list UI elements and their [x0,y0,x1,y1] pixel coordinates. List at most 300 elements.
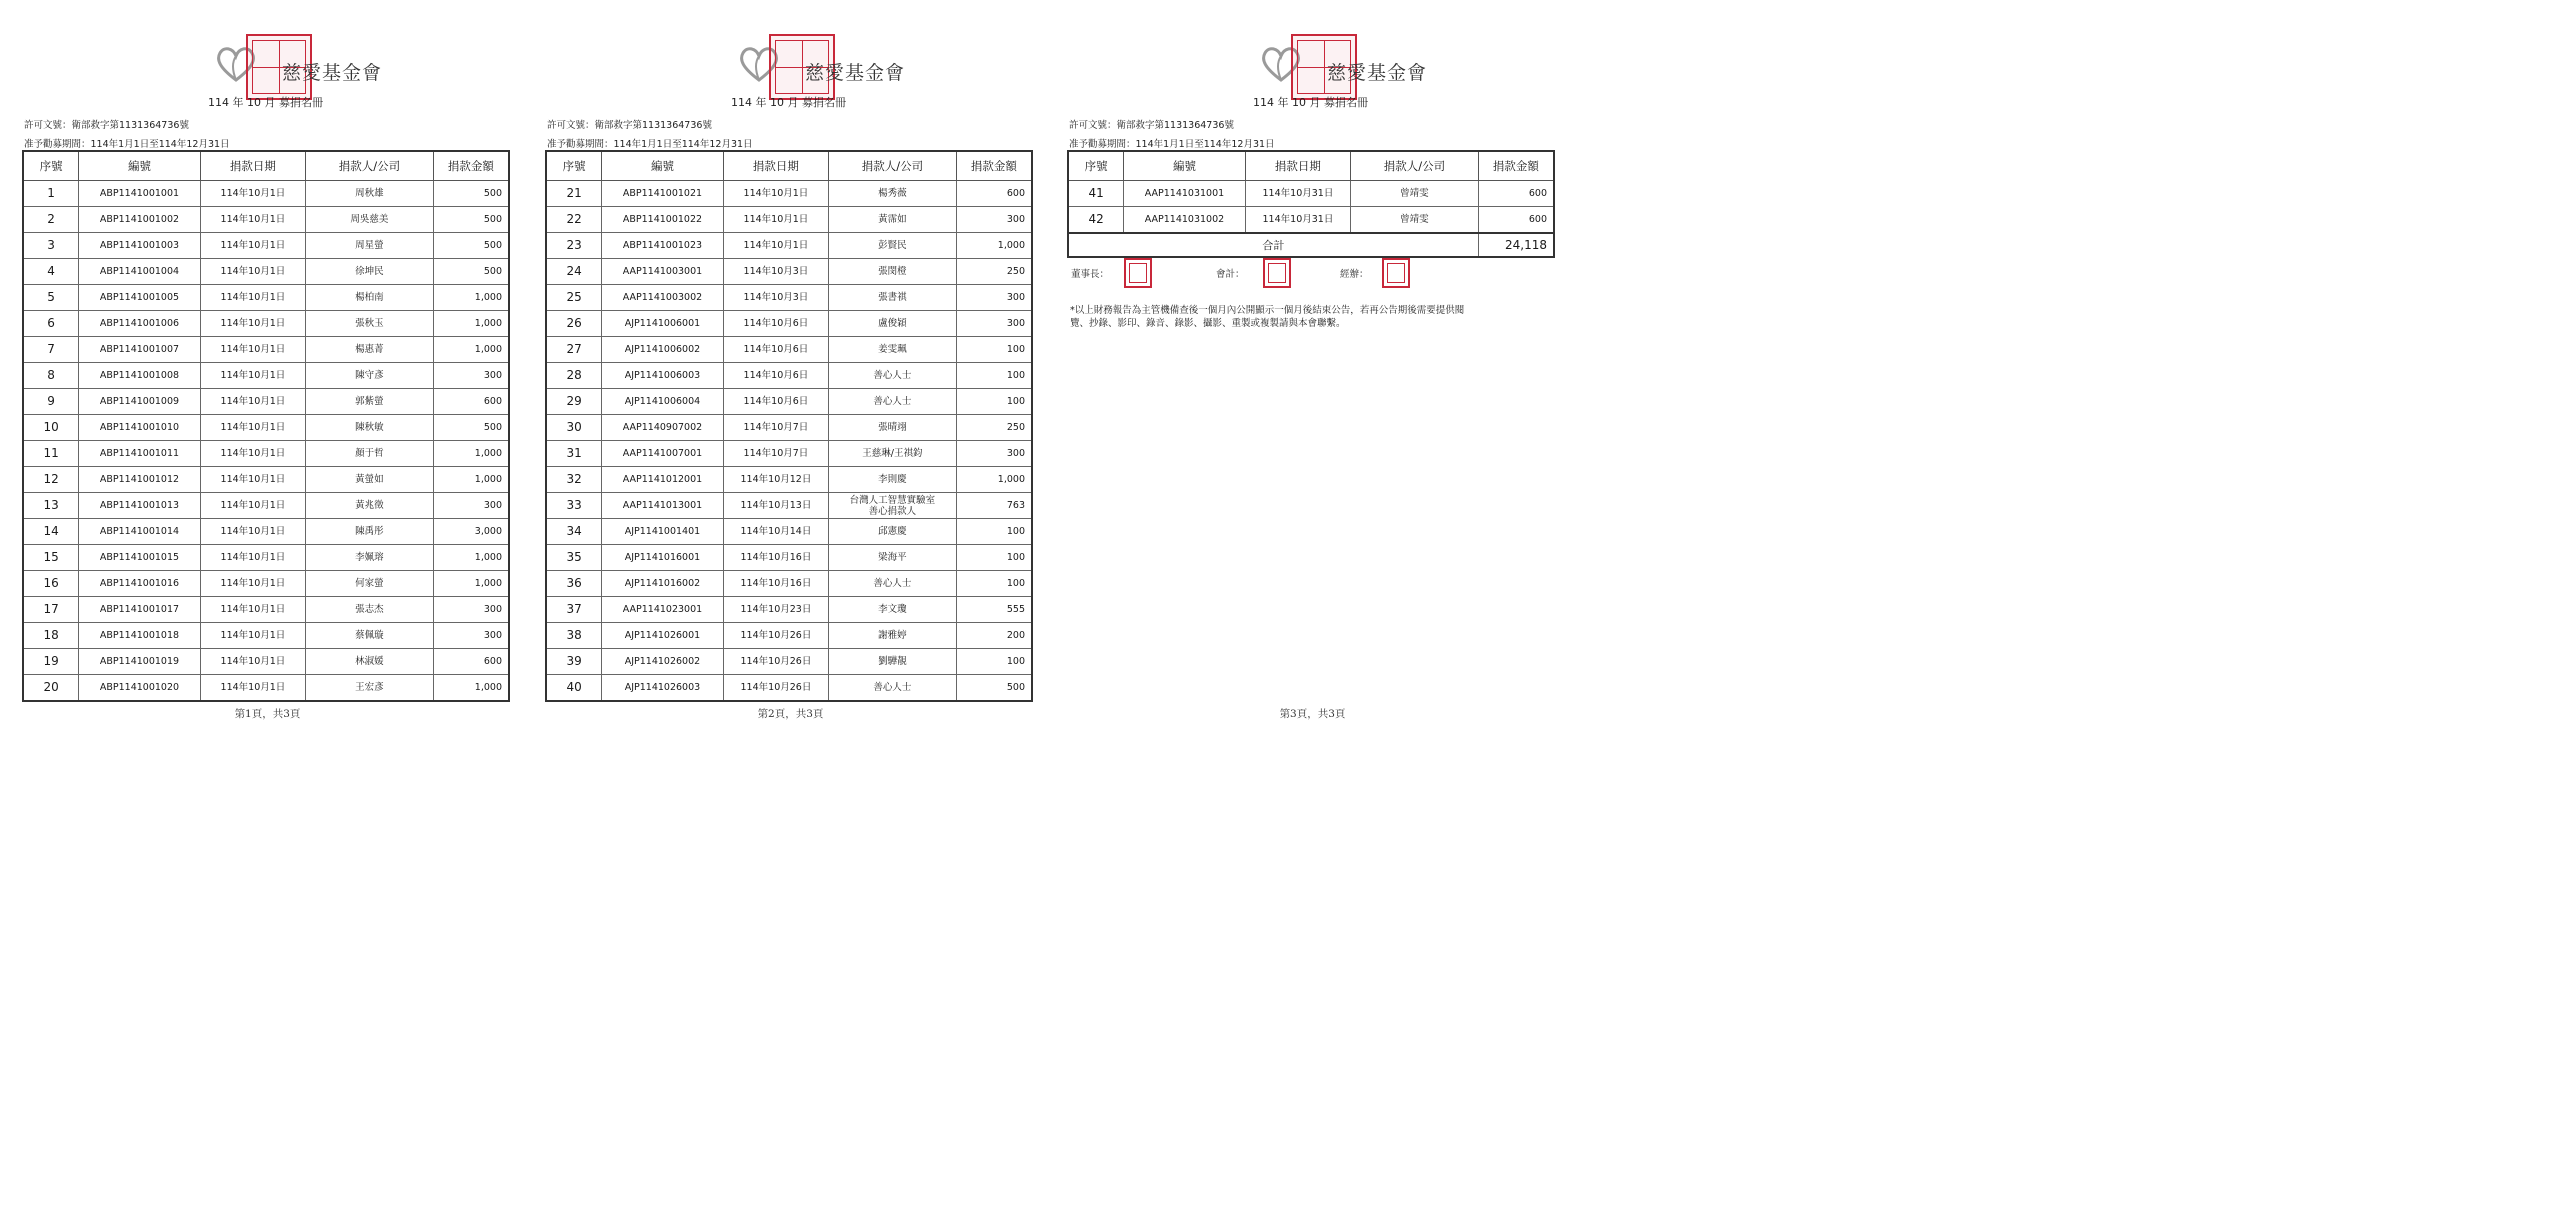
cell-seq: 5 [23,285,79,311]
cell-amount: 100 [956,649,1032,675]
cell-date: 114年10月13日 [723,493,828,519]
cell-seq: 12 [23,467,79,493]
cell-seq: 28 [546,363,602,389]
cell-amount: 1,000 [433,675,509,702]
col-id: 編號 [1124,151,1246,181]
cell-id: AJP1141026001 [602,623,724,649]
cell-seq: 24 [546,259,602,285]
cell-donor: 蔡佩璇 [306,623,434,649]
cell-donor: 善心人士 [829,675,957,702]
cell-donor: 張志杰 [306,597,434,623]
table-row [23,389,509,415]
col-donor: 捐款人/公司 [829,151,957,181]
table-row [546,415,1032,441]
table-row [23,467,509,493]
table-row [23,311,509,337]
col-date: 捐款日期 [200,151,305,181]
cell-id: ABP1141001012 [79,467,201,493]
cell-date: 114年10月1日 [200,493,305,519]
cell-date: 114年10月23日 [723,597,828,623]
cell-id: ABP1141001018 [79,623,201,649]
cell-amount: 1,000 [433,441,509,467]
table-row [23,259,509,285]
cell-id: ABP1141001021 [602,181,724,207]
cell-id: AAP1141003001 [602,259,724,285]
col-seq: 序號 [546,151,602,181]
table-row [23,415,509,441]
col-date: 捐款日期 [723,151,828,181]
cell-donor: 善心人士 [829,571,957,597]
cell-date: 114年10月3日 [723,259,828,285]
cell-id: ABP1141001006 [79,311,201,337]
cell-id: AAP1141007001 [602,441,724,467]
cell-donor: 張閔橙 [829,259,957,285]
cell-date: 114年10月1日 [200,571,305,597]
cell-id: AAP1141012001 [602,467,724,493]
col-amount: 捐款金額 [433,151,509,181]
cell-id: ABP1141001001 [79,181,201,207]
table-row [23,441,509,467]
cell-seq: 4 [23,259,79,285]
cell-amount: 250 [956,415,1032,441]
cell-id: ABP1141001004 [79,259,201,285]
accountant-seal-icon [1263,258,1291,288]
cell-amount: 1,000 [433,311,509,337]
page-footer: 第3頁，共3頁 [1279,708,1346,720]
cell-amount: 500 [433,233,509,259]
cell-id: AAP1140907002 [602,415,724,441]
cell-date: 114年10月1日 [723,233,828,259]
table-row [546,441,1032,467]
org-name: 慈愛基金會 [1327,62,1428,84]
donor-table [1067,150,1555,258]
cell-id: AJP1141016001 [602,545,724,571]
cell-amount: 250 [956,259,1032,285]
cell-date: 114年10月31日 [1245,181,1350,207]
cell-amount: 3,000 [433,519,509,545]
table-row [546,675,1032,702]
table-row [23,363,509,389]
cell-amount: 300 [433,623,509,649]
cell-seq: 7 [23,337,79,363]
cell-id: AJP1141006002 [602,337,724,363]
table-row [546,389,1032,415]
cell-seq: 40 [546,675,602,702]
table-row [23,545,509,571]
cell-amount: 763 [956,493,1032,519]
cell-date: 114年10月1日 [200,311,305,337]
cell-id: AJP1141026002 [602,649,724,675]
cell-amount: 1,000 [956,467,1032,493]
cell-amount: 1,000 [433,571,509,597]
cell-amount: 300 [956,207,1032,233]
cell-seq: 11 [23,441,79,467]
cell-seq: 39 [546,649,602,675]
cell-donor: 台灣人工智慧實驗室 善心捐款人 [829,493,957,519]
cell-amount: 1,000 [433,337,509,363]
table-row [546,545,1032,571]
table-row [23,233,509,259]
org-name: 慈愛基金會 [805,62,906,84]
cell-seq: 34 [546,519,602,545]
cell-date: 114年10月1日 [723,181,828,207]
register-sheet-3 [1045,0,1545,744]
cell-date: 114年10月1日 [200,519,305,545]
cell-donor: 李文瓊 [829,597,957,623]
cell-date: 114年10月1日 [200,441,305,467]
cell-donor: 陳秋敏 [306,415,434,441]
cell-seq: 2 [23,207,79,233]
accountant-label: 會計： [1216,269,1245,280]
register-title: 114 年 10 月 募捐名冊 [208,96,323,109]
col-amount: 捐款金額 [1478,151,1554,181]
register-title: 114 年 10 月 募捐名冊 [731,96,846,109]
table-row [1068,181,1554,207]
cell-id: AAP1141003002 [602,285,724,311]
cell-donor: 徐坤民 [306,259,434,285]
org-header [190,40,390,100]
cell-date: 114年10月14日 [723,519,828,545]
cell-seq: 10 [23,415,79,441]
cell-seq: 25 [546,285,602,311]
cell-date: 114年10月1日 [723,207,828,233]
cell-donor: 黃螢如 [306,467,434,493]
cell-seq: 19 [23,649,79,675]
cell-donor: 張書祺 [829,285,957,311]
cell-seq: 17 [23,597,79,623]
cell-id: AJP1141001401 [602,519,724,545]
cell-date: 114年10月1日 [200,467,305,493]
cell-seq: 41 [1068,181,1124,207]
cell-amount: 100 [956,389,1032,415]
cell-date: 114年10月1日 [200,649,305,675]
table-row [23,649,509,675]
cell-id: ABP1141001002 [79,207,201,233]
register-sheet-2 [523,0,1023,744]
table-row [23,571,509,597]
org-header [1235,40,1435,100]
cell-amount: 600 [956,181,1032,207]
cell-donor: 善心人士 [829,389,957,415]
cell-id: ABP1141001003 [79,233,201,259]
cell-id: ABP1141001020 [79,675,201,702]
cell-donor: 何家螢 [306,571,434,597]
cell-date: 114年10月26日 [723,675,828,702]
cell-amount: 600 [1478,207,1554,234]
table-row [546,337,1032,363]
table-row [23,285,509,311]
cell-date: 114年10月7日 [723,415,828,441]
table-row [23,493,509,519]
cell-seq: 21 [546,181,602,207]
cell-date: 114年10月26日 [723,649,828,675]
disclosure-note: *以上財務報告為主管機備查後一個月內公開顯示一個月後結束公告，若再公告期後需要提供閱覽、抄錄、影印、錄音、錄影、攝影、重製或複製請與本會聯繫。 [1070,305,1465,329]
cell-id: AJP1141006003 [602,363,724,389]
cell-donor: 曾靖雯 [1351,181,1479,207]
cell-donor: 周星螢 [306,233,434,259]
cell-id: AJP1141006004 [602,389,724,415]
cell-donor: 善心人士 [829,363,957,389]
cell-seq: 23 [546,233,602,259]
cell-id: AJP1141026003 [602,675,724,702]
handler-label: 經辦： [1340,269,1369,280]
cell-date: 114年10月1日 [200,337,305,363]
cell-amount: 555 [956,597,1032,623]
cell-seq: 42 [1068,207,1124,234]
cell-seq: 18 [23,623,79,649]
cell-date: 114年10月1日 [200,675,305,702]
table-row [23,597,509,623]
cell-seq: 31 [546,441,602,467]
cell-id: ABP1141001015 [79,545,201,571]
col-id: 編號 [79,151,201,181]
cell-amount: 300 [433,363,509,389]
cell-amount: 300 [956,285,1032,311]
cell-amount: 100 [956,519,1032,545]
cell-donor: 王慈琳/王祺鈞 [829,441,957,467]
col-id: 編號 [602,151,724,181]
cell-donor: 黃兆徵 [306,493,434,519]
col-date: 捐款日期 [1245,151,1350,181]
total-label: 合計 [1068,233,1478,257]
cell-donor: 劉驊靚 [829,649,957,675]
donor-table [545,150,1033,702]
table-header-row [23,151,509,181]
table-row [546,207,1032,233]
cell-amount: 1,000 [433,285,509,311]
table-row [23,519,509,545]
cell-id: AAP1141023001 [602,597,724,623]
cell-donor: 姜雯珮 [829,337,957,363]
cell-seq: 36 [546,571,602,597]
cell-donor: 陳禹彤 [306,519,434,545]
cell-seq: 27 [546,337,602,363]
cell-amount: 500 [956,675,1032,702]
table-row [546,467,1032,493]
cell-date: 114年10月31日 [1245,207,1350,234]
cell-seq: 20 [23,675,79,702]
col-seq: 序號 [1068,151,1124,181]
cell-seq: 38 [546,623,602,649]
cell-amount: 500 [433,415,509,441]
cell-donor: 張秋玉 [306,311,434,337]
cell-donor: 楊柏南 [306,285,434,311]
cell-seq: 35 [546,545,602,571]
col-amount: 捐款金額 [956,151,1032,181]
cell-id: ABP1141001008 [79,363,201,389]
table-row [546,571,1032,597]
cell-seq: 16 [23,571,79,597]
cell-amount: 100 [956,337,1032,363]
total-row [1068,233,1554,257]
cell-date: 114年10月16日 [723,571,828,597]
table-row [546,623,1032,649]
org-header [713,40,913,100]
cell-amount: 100 [956,363,1032,389]
cell-donor: 周秋雄 [306,181,434,207]
cell-seq: 22 [546,207,602,233]
table-row [546,233,1032,259]
page-footer: 第2頁，共3頁 [757,708,824,720]
handler-seal-icon [1382,258,1410,288]
table-row [546,285,1032,311]
cell-id: ABP1141001023 [602,233,724,259]
cell-donor: 曾靖雯 [1351,207,1479,234]
cell-donor: 王宏彥 [306,675,434,702]
cell-date: 114年10月1日 [200,181,305,207]
cell-donor: 林淑媛 [306,649,434,675]
table-row [546,311,1032,337]
cell-amount: 500 [433,181,509,207]
cell-id: ABP1141001019 [79,649,201,675]
cell-seq: 1 [23,181,79,207]
cell-donor: 陳守彥 [306,363,434,389]
cell-seq: 26 [546,311,602,337]
table-row [546,493,1032,519]
cell-amount: 300 [956,311,1032,337]
cell-id: AAP1141031002 [1124,207,1246,234]
table-row [23,337,509,363]
cell-amount: 200 [956,623,1032,649]
cell-id: ABP1141001005 [79,285,201,311]
cell-date: 114年10月1日 [200,363,305,389]
cell-date: 114年10月3日 [723,285,828,311]
cell-seq: 33 [546,493,602,519]
cell-amount: 600 [433,649,509,675]
cell-amount: 1,000 [956,233,1032,259]
cell-donor: 盧俊穎 [829,311,957,337]
cell-date: 114年10月6日 [723,389,828,415]
cell-id: AJP1141016002 [602,571,724,597]
table-header-row [1068,151,1554,181]
cell-donor: 謝雅婷 [829,623,957,649]
cell-seq: 30 [546,415,602,441]
cell-amount: 500 [433,207,509,233]
cell-donor: 楊惠菁 [306,337,434,363]
register-sheet-1 [0,0,500,744]
cell-amount: 300 [956,441,1032,467]
cell-date: 114年10月1日 [200,285,305,311]
cell-date: 114年10月6日 [723,363,828,389]
register-title: 114 年 10 月 募捐名冊 [1253,96,1368,109]
cell-donor: 李則慶 [829,467,957,493]
cell-date: 114年10月1日 [200,233,305,259]
cell-id: ABP1141001007 [79,337,201,363]
col-donor: 捐款人/公司 [1351,151,1479,181]
cell-seq: 13 [23,493,79,519]
cell-date: 114年10月1日 [200,597,305,623]
cell-seq: 9 [23,389,79,415]
cell-amount: 100 [956,545,1032,571]
cell-date: 114年10月1日 [200,389,305,415]
cell-id: AAP1141013001 [602,493,724,519]
table-row [23,675,509,702]
donor-table [22,150,510,702]
table-row [546,649,1032,675]
fundraising-period: 准予勸募期間：114年1月1日至114年12月31日 [1069,139,1275,150]
cell-seq: 6 [23,311,79,337]
cell-date: 114年10月6日 [723,337,828,363]
cell-donor: 郭紫螢 [306,389,434,415]
fundraising-period: 准予勸募期間：114年1月1日至114年12月31日 [547,139,753,150]
cell-id: ABP1141001013 [79,493,201,519]
cell-amount: 300 [433,493,509,519]
cell-amount: 1,000 [433,545,509,571]
cell-amount: 1,000 [433,467,509,493]
chairman-label: 董事長： [1071,269,1110,280]
chairman-seal-icon [1124,258,1152,288]
col-seq: 序號 [23,151,79,181]
permit-number: 許可文號：衛部救字第1131364736號 [547,120,712,131]
cell-date: 114年10月1日 [200,623,305,649]
cell-id: ABP1141001009 [79,389,201,415]
table-row [1068,207,1554,234]
cell-seq: 15 [23,545,79,571]
cell-amount: 600 [433,389,509,415]
cell-donor: 梁海平 [829,545,957,571]
table-row [546,363,1032,389]
cell-id: ABP1141001014 [79,519,201,545]
cell-id: ABP1141001011 [79,441,201,467]
cell-amount: 600 [1478,181,1554,207]
table-row [546,259,1032,285]
cell-date: 114年10月26日 [723,623,828,649]
table-row [546,597,1032,623]
table-row [23,207,509,233]
cell-date: 114年10月1日 [200,259,305,285]
cell-id: ABP1141001016 [79,571,201,597]
cell-id: ABP1141001017 [79,597,201,623]
cell-seq: 37 [546,597,602,623]
table-row [546,181,1032,207]
cell-seq: 14 [23,519,79,545]
cell-donor: 李姵瑢 [306,545,434,571]
cell-donor: 黃霈如 [829,207,957,233]
cell-date: 114年10月7日 [723,441,828,467]
cell-amount: 100 [956,571,1032,597]
permit-number: 許可文號：衛部救字第1131364736號 [1069,120,1234,131]
cell-date: 114年10月1日 [200,207,305,233]
cell-id: ABP1141001010 [79,415,201,441]
cell-date: 114年10月12日 [723,467,828,493]
table-row [23,623,509,649]
permit-number: 許可文號：衛部救字第1131364736號 [24,120,189,131]
cell-amount: 300 [433,597,509,623]
cell-donor: 周吳慈美 [306,207,434,233]
cell-id: AAP1141031001 [1124,181,1246,207]
org-name: 慈愛基金會 [282,62,383,84]
cell-seq: 32 [546,467,602,493]
cell-donor: 張晴翊 [829,415,957,441]
cell-donor: 顏于哲 [306,441,434,467]
cell-donor: 彭賢民 [829,233,957,259]
cell-date: 114年10月1日 [200,415,305,441]
cell-donor: 邱憲慶 [829,519,957,545]
page-footer: 第1頁，共3頁 [234,708,301,720]
cell-donor: 楊秀薇 [829,181,957,207]
table-row [23,181,509,207]
cell-id: ABP1141001022 [602,207,724,233]
cell-date: 114年10月6日 [723,311,828,337]
table-row [546,519,1032,545]
cell-date: 114年10月16日 [723,545,828,571]
col-donor: 捐款人/公司 [306,151,434,181]
cell-amount: 500 [433,259,509,285]
cell-seq: 8 [23,363,79,389]
table-header-row [546,151,1032,181]
cell-seq: 29 [546,389,602,415]
fundraising-period: 准予勸募期間：114年1月1日至114年12月31日 [24,139,230,150]
